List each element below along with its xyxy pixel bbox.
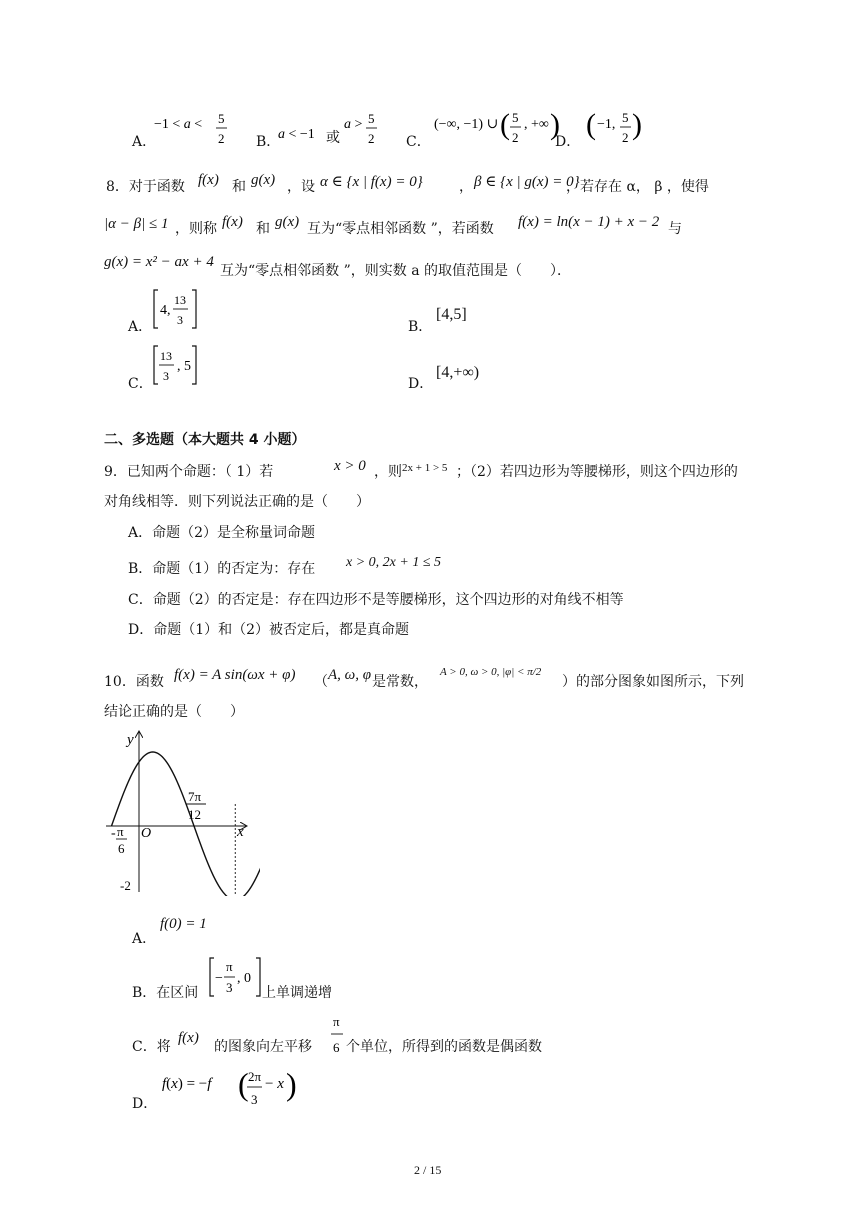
svg-text:3: 3 xyxy=(226,980,233,995)
q7-option-b-math xyxy=(276,108,386,150)
q10-option-d-math xyxy=(160,1064,300,1112)
q9-option-b-math: x > 0, 2x + 1 ≤ 5 xyxy=(346,555,442,570)
svg-text:π: π xyxy=(333,1014,340,1029)
svg-text:2π: 2π xyxy=(248,1069,262,1084)
q8-comma: ， xyxy=(459,179,473,195)
q8-option-c-label: C． xyxy=(128,376,153,392)
x-axis-label: x xyxy=(237,824,244,840)
q10-option-d-label: D． xyxy=(132,1096,158,1112)
q8-func-g: g(x) = x² − ax + 4 xyxy=(104,254,214,270)
svg-text:(: ( xyxy=(586,108,596,141)
q7-option-b-label: B． xyxy=(256,134,281,150)
q8-and-1: 和 xyxy=(232,179,246,195)
neg-sign: - xyxy=(111,826,116,841)
q10-option-a-label: A． xyxy=(132,931,157,947)
svg-text:2: 2 xyxy=(622,130,629,145)
neg-num: π xyxy=(117,824,124,839)
q7-option-d-math xyxy=(584,104,644,150)
q8-g: g(x) xyxy=(251,172,276,188)
svg-text:(−∞, −1) ∪: (−∞, −1) ∪ xyxy=(434,117,499,132)
q10-text-1d: ）的部分图象如图所示，下列 xyxy=(562,674,744,690)
q9-text-1c: ；（2）若四边形为等腰梯形，则这个四边形的 xyxy=(456,464,738,480)
q8-f-2: f(x) xyxy=(222,214,243,230)
q8-option-a-math xyxy=(150,286,210,332)
q8-and-2: 和 xyxy=(256,221,270,237)
q10-params: A, ω, φ xyxy=(328,667,372,683)
q10-option-c-end: 个单位，所得到的函数是偶函数 xyxy=(346,1039,542,1055)
peak-den: 12 xyxy=(188,807,201,822)
svg-text:2: 2 xyxy=(218,131,225,146)
q7-option-a-math xyxy=(152,108,232,150)
svg-text:3: 3 xyxy=(163,369,169,383)
q8-option-c-math xyxy=(150,342,210,388)
q8-option-b-label: B． xyxy=(408,319,433,335)
svg-text:−: − xyxy=(215,971,223,986)
q9-option-c: C．命题（2）的否定是：存在四边形不是等腰梯形，这个四边形的对角线不相等 xyxy=(128,592,624,608)
q8-beta-set: β ∈ {x | g(x) = 0} xyxy=(474,174,580,190)
svg-text:2: 2 xyxy=(512,130,519,145)
q7-option-d-label: D． xyxy=(555,134,581,150)
svg-text:f(x) = −f: f(x) = −f xyxy=(162,1076,212,1092)
q9-text-1a: 9．已知两个命题：（ 1）若 xyxy=(104,464,274,480)
q9-option-d: D．命题（1）和（2）被否定后，都是真命题 xyxy=(128,622,410,638)
svg-text:): ) xyxy=(286,1066,297,1102)
q9-cond-2: 2x + 1 > 5 xyxy=(402,462,448,474)
svg-text:(: ( xyxy=(500,108,510,141)
svg-text:, +∞: , +∞ xyxy=(524,117,549,132)
q10-cond: A > 0, ω > 0, |φ| < π/2 xyxy=(440,666,542,678)
ymin-label: -2 xyxy=(120,878,131,893)
svg-text:π: π xyxy=(226,959,233,974)
q8-option-a-label: A． xyxy=(128,319,153,335)
q9-text-1b: ，则 xyxy=(374,464,402,480)
q8-set-word: ，设 xyxy=(287,179,315,195)
peak-num: 7π xyxy=(188,789,202,804)
q8-text-end-1: ，若存在 α， β ，使得 xyxy=(566,179,709,195)
q9-cond-1: x > 0 xyxy=(334,458,366,474)
section-title: 二、多选题（本大题共 4 小题） xyxy=(104,432,306,448)
svg-text:5: 5 xyxy=(622,110,629,125)
svg-text:, 0: , 0 xyxy=(237,971,251,986)
q8-text-3: 互为“零点相邻函数 ”，则实数 a 的取值范围是（ ）． xyxy=(220,263,572,279)
svg-text:5: 5 xyxy=(368,111,375,126)
q10-option-b-end: 上单调递增 xyxy=(262,985,332,1001)
svg-text:− x: − x xyxy=(265,1076,284,1092)
svg-text:2: 2 xyxy=(368,131,375,146)
q10-text-1c: 是常数， xyxy=(372,674,428,690)
q8-condition: |α − β| ≤ 1 xyxy=(104,216,169,232)
q10-option-c-fraction xyxy=(328,1010,348,1060)
q9-option-b-text: B．命题（1）的否定为：存在 xyxy=(128,561,316,577)
q7-option-a-label: A． xyxy=(132,134,157,150)
origin-label: O xyxy=(141,826,152,841)
q7-option-c-label: C． xyxy=(406,134,431,150)
svg-text:−1 < a <: −1 < a < xyxy=(154,117,203,132)
q8-g-2: g(x) xyxy=(275,214,300,230)
svg-text:5: 5 xyxy=(218,111,225,126)
svg-text:, 5: , 5 xyxy=(177,359,191,374)
svg-text:13: 13 xyxy=(174,293,186,307)
q8-option-d-math: [4,+∞) xyxy=(436,364,480,381)
svg-text:a < −1: a < −1 xyxy=(278,127,315,142)
q9-text-2: 对角线相等．则下列说法正确的是（ ） xyxy=(104,494,370,510)
svg-text:a >: a > xyxy=(344,117,363,132)
svg-text:5: 5 xyxy=(512,110,519,125)
q10-option-c-f: f(x) xyxy=(178,1030,199,1046)
q8-text-2b: 互为“零点相邻函数 ”，若函数 xyxy=(307,221,494,237)
q8-text-2a: ，则称 xyxy=(175,221,217,237)
svg-text:(: ( xyxy=(238,1066,249,1102)
q10-function-graph xyxy=(100,726,260,896)
q10-text-1b: （ xyxy=(314,674,328,690)
q9-option-a: A．命题（2）是全称量词命题 xyxy=(128,525,316,541)
svg-text:或: 或 xyxy=(326,131,340,146)
neg-den: 6 xyxy=(118,841,125,856)
svg-text:4,: 4, xyxy=(160,303,171,318)
page-number: 2 / 15 xyxy=(414,1163,442,1177)
svg-text:6: 6 xyxy=(333,1040,340,1055)
svg-text:3: 3 xyxy=(177,313,183,327)
q7-option-c-math xyxy=(432,104,572,150)
q10-text-2: 结论正确的是（ ） xyxy=(104,704,244,720)
q8-text-1: 8．对于函数 xyxy=(106,179,185,195)
q10-option-b-text: B．在区间 xyxy=(132,985,199,1001)
q8-option-b-math: [4,5] xyxy=(436,306,467,323)
q10-func: f(x) = A sin(ωx + φ) xyxy=(174,667,296,683)
q10-text-1a: 10．函数 xyxy=(104,674,164,690)
q8-alpha-set: α ∈ {x | f(x) = 0} xyxy=(320,174,423,190)
svg-text:): ) xyxy=(550,108,560,141)
q8-func-f: f(x) = ln(x − 1) + x − 2 xyxy=(518,214,660,230)
svg-text:): ) xyxy=(632,108,642,141)
q8-with: 与 xyxy=(668,221,682,237)
y-axis-label: y xyxy=(127,732,134,748)
q10-option-a-math: f(0) = 1 xyxy=(160,916,207,932)
q8-option-d-label: D． xyxy=(408,376,434,392)
q8-f: f(x) xyxy=(198,172,219,188)
svg-text:−1,: −1, xyxy=(597,117,616,132)
svg-text:3: 3 xyxy=(251,1092,258,1107)
q10-option-c-mid: 的图象向左平移 xyxy=(214,1039,312,1055)
svg-text:13: 13 xyxy=(160,349,172,363)
q10-option-c-text: C．将 xyxy=(132,1039,171,1055)
q10-option-b-interval xyxy=(206,954,266,1000)
